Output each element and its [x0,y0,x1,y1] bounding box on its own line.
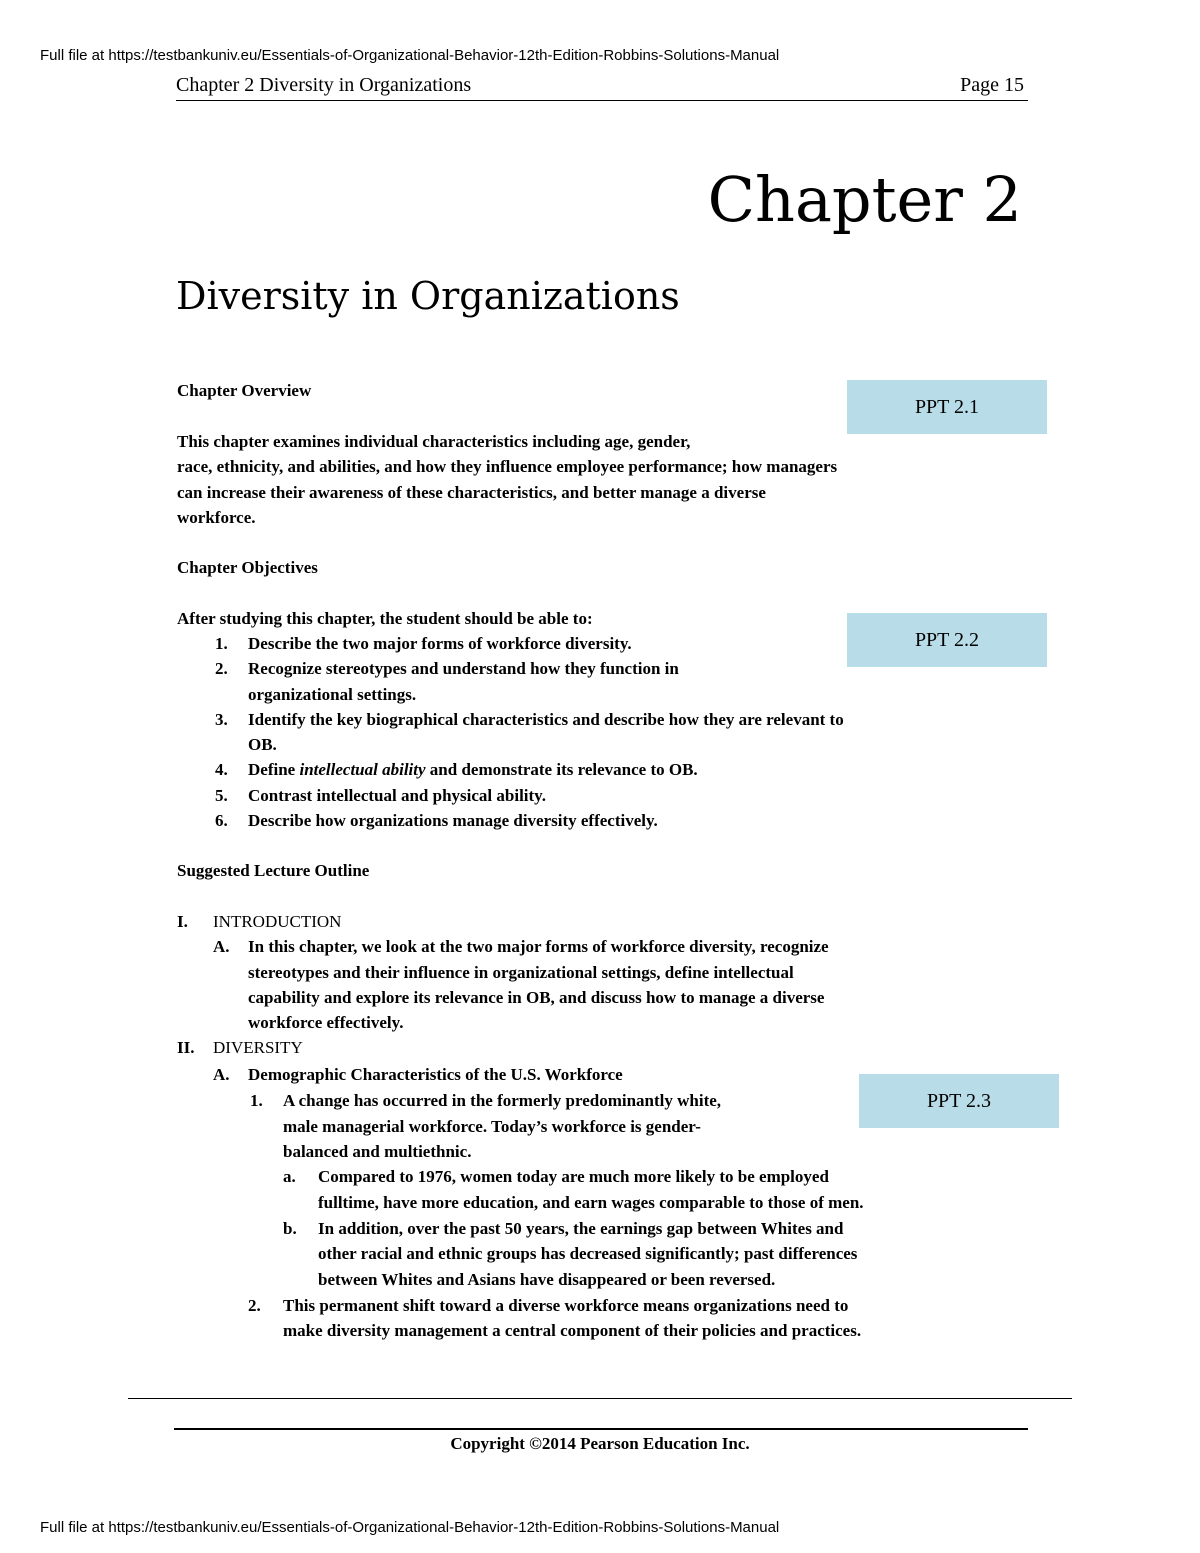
objective-italic-term: intellectual ability [299,760,426,780]
ppt-label-2-3: PPT 2.3 [859,1074,1059,1128]
outline-section [177,1035,1057,1062]
overview-heading: Chapter Overview [177,381,312,400]
outline-subpoint [177,1216,1057,1293]
objective-text: Identify the key biographical characteristics and describe how they are relevant to [248,709,844,729]
objective-text: Describe how organizations manage diversity effectively. [248,811,658,831]
objective-text: OB. [248,735,277,755]
outline-subpoint [177,1164,1057,1216]
outline-body [177,909,1057,1344]
outline-line: balanced and multiethnic. [283,1142,472,1162]
outline-line: Compared to 1976, women today are much more likely to be employed [318,1167,829,1187]
outline-line: workforce effectively. [248,1013,404,1033]
point-number: 2. [248,1295,261,1315]
objective-item [177,783,1037,808]
ppt-label-2-2: PPT 2.2 [847,613,1047,667]
outline-heading: Suggested Lecture Outline [177,861,370,880]
objective-item [177,656,1037,707]
page-number: Page 15 [960,74,1024,96]
objective-text [248,757,698,782]
objective-number: 4. [215,760,228,780]
point-number: 1. [250,1091,263,1111]
chapter-number-heading: Chapter 2 [707,163,1022,236]
footer-divider [128,1398,1072,1399]
objective-item [177,757,1037,782]
outline-subsection [177,1062,1057,1088]
outline-point [177,1088,1057,1164]
objective-text: Contrast intellectual and physical ability. [248,785,546,805]
overview-line: workforce. [177,507,256,527]
running-header-title: Chapter 2 Diversity in Organizations [176,74,472,96]
subpoint-letter: b. [283,1218,297,1238]
running-header [176,74,1028,101]
objective-number: 5. [215,785,228,805]
section-numeral: II. [177,1038,195,1058]
objective-number: 6. [215,811,228,831]
objective-text-pre: Define [248,760,300,780]
subsection-title: Demographic Characteristics of the U.S. Workforce [248,1065,623,1085]
outline-subsection [177,934,1057,1035]
objective-number: 3. [215,709,228,729]
ppt-label-2-1: PPT 2.1 [847,380,1047,434]
objective-number: 1. [215,634,228,653]
outline-section [177,909,1057,934]
objectives-heading: Chapter Objectives [177,558,318,577]
outline-line: capability and explore its relevance in OB, and discuss how to manage a diverse [248,987,825,1007]
objective-text: Recognize stereotypes and understand how they function in [248,659,679,679]
outline-point [177,1293,1057,1344]
outline-line: In addition, over the past 50 years, the earnings gap between Whites and [318,1218,844,1238]
outline-line: stereotypes and their influence in organizational settings, define intellectual [248,962,794,982]
outline-line: A change has occurred in the formerly predominantly white, [283,1091,722,1111]
section-numeral: I. [177,912,188,931]
outline-line: other racial and ethnic groups has decreased significantly; past differences [318,1244,858,1264]
copyright-notice: Copyright ©2014 Pearson Education Inc. [450,1434,750,1453]
section-title: INTRODUCTION [213,912,342,931]
objective-item [177,808,1037,833]
objective-text: organizational settings. [248,684,417,704]
objective-item [177,707,1037,758]
objective-text: Describe the two major forms of workforce diversity. [248,634,632,653]
footer-rule [174,1428,1028,1430]
outline-line: fulltime, have more education, and earn wages comparable to those of men. [318,1192,864,1212]
full-file-note-bottom: Full file at https://testbankuniv.eu/Essentials-of-Organizational-Behavior-12th-Edition-Robbins-Solutions-Manual [40,1519,780,1536]
overview-line: can increase their awareness of these characteristics, and better manage a diverse [177,482,766,502]
section-title: DIVERSITY [213,1038,303,1058]
objectives-intro: After studying this chapter, the student should be able to: [177,609,593,628]
outline-line: This permanent shift toward a diverse workforce means organizations need to [283,1295,849,1315]
subsection-letter: A. [213,1065,230,1085]
outline-line: between Whites and Asians have disappeared or been reversed. [318,1269,776,1289]
objective-number: 2. [215,659,228,679]
objective-item [177,631,1037,656]
overview-line: This chapter examines individual characteristics including age, gender, [177,432,691,451]
objectives-list [177,631,1037,833]
full-file-note-top: Full file at https://testbankuniv.eu/Essentials-of-Organizational-Behavior-12th-Edition-Robbins-Solutions-Manual [40,47,780,64]
subsection-letter: A. [213,937,230,957]
outline-line: In this chapter, we look at the two major forms of workforce diversity, recognize [248,937,829,957]
subpoint-letter: a. [283,1167,296,1187]
overview-line: race, ethnicity, and abilities, and how they influence employee performance; how managers [177,457,838,477]
chapter-title: Diversity in Organizations [176,274,680,318]
objective-text-post: and demonstrate its relevance to OB. [425,760,698,780]
overview-paragraph [177,429,837,530]
outline-line: make diversity management a central component of their policies and practices. [283,1321,862,1341]
outline-line: male managerial workforce. Today’s workforce is gender- [283,1116,701,1136]
